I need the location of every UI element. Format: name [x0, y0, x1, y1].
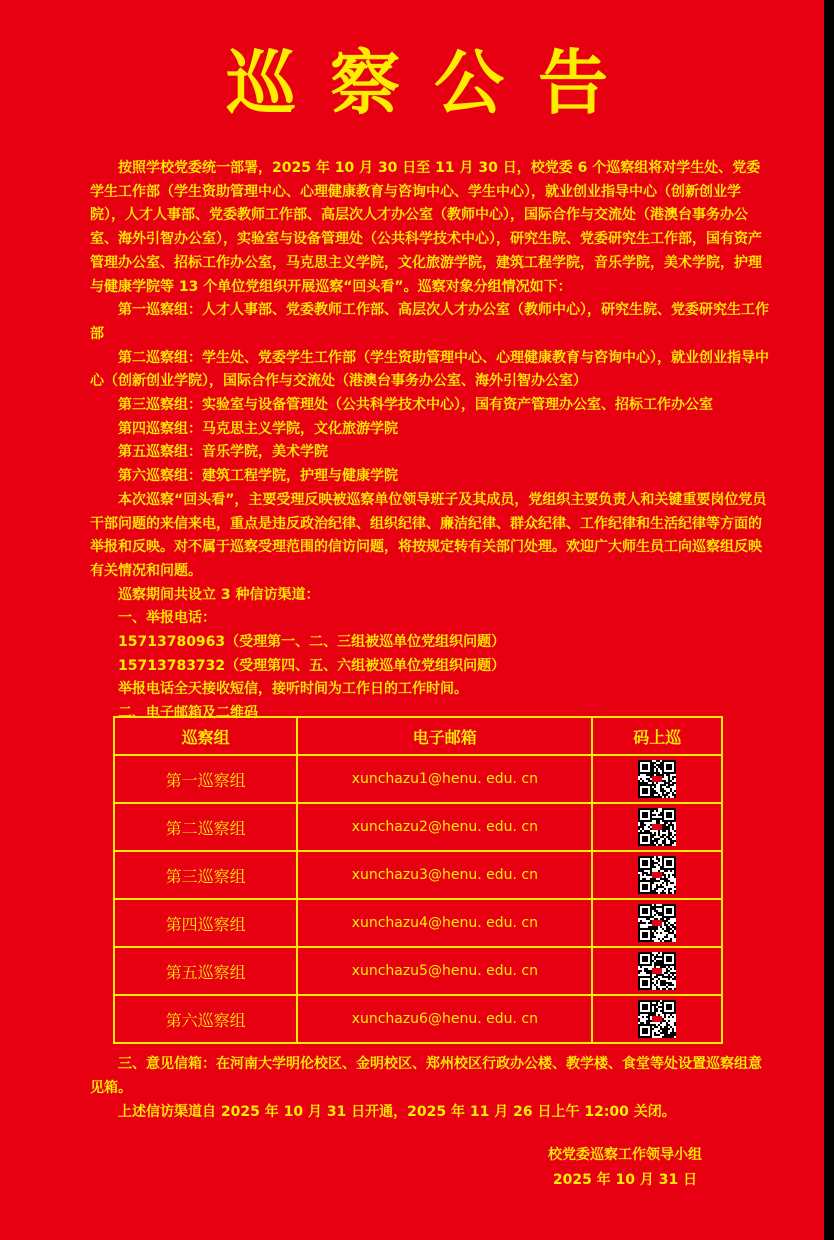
group-assignment: 第六巡察组：建筑工程学院，护理与健康学院	[118, 468, 398, 485]
qr-cell	[592, 755, 722, 803]
table-row	[114, 851, 722, 899]
signature-date: 2025 年 10 月 31 日	[552, 1172, 698, 1188]
email-cell[interactable]: xunchazu6@henu. edu. cn	[297, 995, 592, 1043]
group-name-cell: 第五巡察组	[114, 947, 297, 995]
group-name-cell: 第二巡察组	[114, 803, 297, 851]
signature-org: 校党委巡察工作领导小组	[548, 1147, 702, 1163]
group-assignment: 第五巡察组：音乐学院，美术学院	[118, 444, 328, 461]
section-mailbox: 三、意见信箱：在河南大学明伦校区、金明校区、郑州校区行政办公楼、教学楼、食堂等处设置巡察组意见箱。	[90, 1056, 762, 1096]
qr-code-icon[interactable]	[638, 904, 676, 942]
table-row	[114, 755, 722, 803]
group-name-cell: 第三巡察组	[114, 851, 297, 899]
email-cell[interactable]: xunchazu1@henu. edu. cn	[297, 755, 592, 803]
qr-code-icon[interactable]	[638, 856, 676, 894]
email-cell[interactable]: xunchazu3@henu. edu. cn	[297, 851, 592, 899]
table-header-row	[114, 717, 722, 755]
qr-code-icon[interactable]	[638, 760, 676, 798]
channel-period: 上述信访渠道自 2025 年 10 月 31 日开通，2025 年 11 月 26 日上午 12:00 关闭。	[118, 1104, 676, 1120]
group-name-cell: 第一巡察组	[114, 755, 297, 803]
contact-table	[113, 716, 723, 1044]
qr-cell	[592, 803, 722, 851]
signature-block	[535, 1143, 715, 1193]
column-header: 巡察组	[114, 717, 297, 755]
scope-paragraph: 本次巡察“回头看”，主要受理反映被巡察单位领导班子及其成员，党组织主要负责人和关键重要岗位党员干部问题的来信来电，重点是违反政治纪律、组织纪律、廉洁纪律、群众纪律、工作纪律和生活纪律等方面的举报和反映。对不属于巡察受理范围的信访问题，将按规定转有关部门处理。欢迎广大师生员工向巡察组反映有关情况和问题。	[90, 491, 767, 579]
section-phone-title: 一、举报电话：	[118, 610, 216, 627]
table-row	[114, 995, 722, 1043]
intro-paragraph: 按照学校党委统一部署，2025 年 10 月 30 日至 11 月 30 日，校党委 6 个巡察组将对学生处、党委学生工作部（学生资助管理中心、心理健康教育与咨询中心、学生中心），就业创业指导中心（创新创业学院），人才人事部、党委教师工作部、高层次人才办公室（教师中心），国际合作与交流处（港澳台事务办公室、海外引智办公室），实验室与设备管理处（公共科学技术中心），研究生院、党委研究生工作部，国有资产管理办公室、招标工作办公室，马克思主义学院，文化旅游学院，建筑工程学院，音乐学院，美术学院，护理与健康学院等 13 个单位党组织开展巡察“回头看”。巡察对象分组情况如下：	[90, 160, 762, 295]
qr-code-icon[interactable]	[638, 952, 676, 990]
qr-code-icon[interactable]	[638, 808, 676, 846]
phone-line: 15713783732（受理第四、五、六组被巡单位党组织问题）	[118, 657, 506, 674]
table-row	[114, 803, 722, 851]
column-header: 电子邮箱	[297, 717, 592, 755]
qr-cell	[592, 947, 722, 995]
group-assignment: 第二巡察组：学生处、党委学生工作部（学生资助管理中心、心理健康教育与咨询中心），就业创业指导中心（创新创业学院），国际合作与交流处（港澳台事务办公室、海外引智办公室）	[90, 349, 769, 390]
channels-intro: 巡察期间共设立 3 种信访渠道：	[118, 586, 320, 603]
qr-code-icon[interactable]	[638, 1000, 676, 1038]
email-cell[interactable]: xunchazu4@henu. edu. cn	[297, 899, 592, 947]
group-name-cell: 第六巡察组	[114, 995, 297, 1043]
qr-cell	[592, 995, 722, 1043]
announcement-body	[90, 157, 774, 726]
group-assignment: 第四巡察组：马克思主义学院，文化旅游学院	[118, 420, 398, 437]
column-header: 码上巡	[592, 717, 722, 755]
group-name-cell: 第四巡察组	[114, 899, 297, 947]
section-email-title: 二、电子邮箱及二维码	[118, 705, 258, 722]
qr-cell	[592, 851, 722, 899]
qr-cell	[592, 899, 722, 947]
closing-section	[90, 1052, 774, 1124]
group-assignment: 第三巡察组：实验室与设备管理处（公共科学技术中心），国有资产管理办公室、招标工作办公室	[118, 397, 713, 414]
table-row	[114, 947, 722, 995]
email-cell[interactable]: xunchazu5@henu. edu. cn	[297, 947, 592, 995]
group-assignment: 第一巡察组：人才人事部、党委教师工作部、高层次人才办公室（教师中心），研究生院、党委研究生工作部	[90, 302, 769, 342]
table-row	[114, 899, 722, 947]
page-title: 巡察公告	[226, 42, 642, 124]
phone-line: 15713780963（受理第一、二、三组被巡单位党组织问题）	[118, 634, 506, 651]
email-cell[interactable]: xunchazu2@henu. edu. cn	[297, 803, 592, 851]
phone-note: 举报电话全天接收短信，接听时间为工作日的工作时间。	[118, 681, 468, 698]
